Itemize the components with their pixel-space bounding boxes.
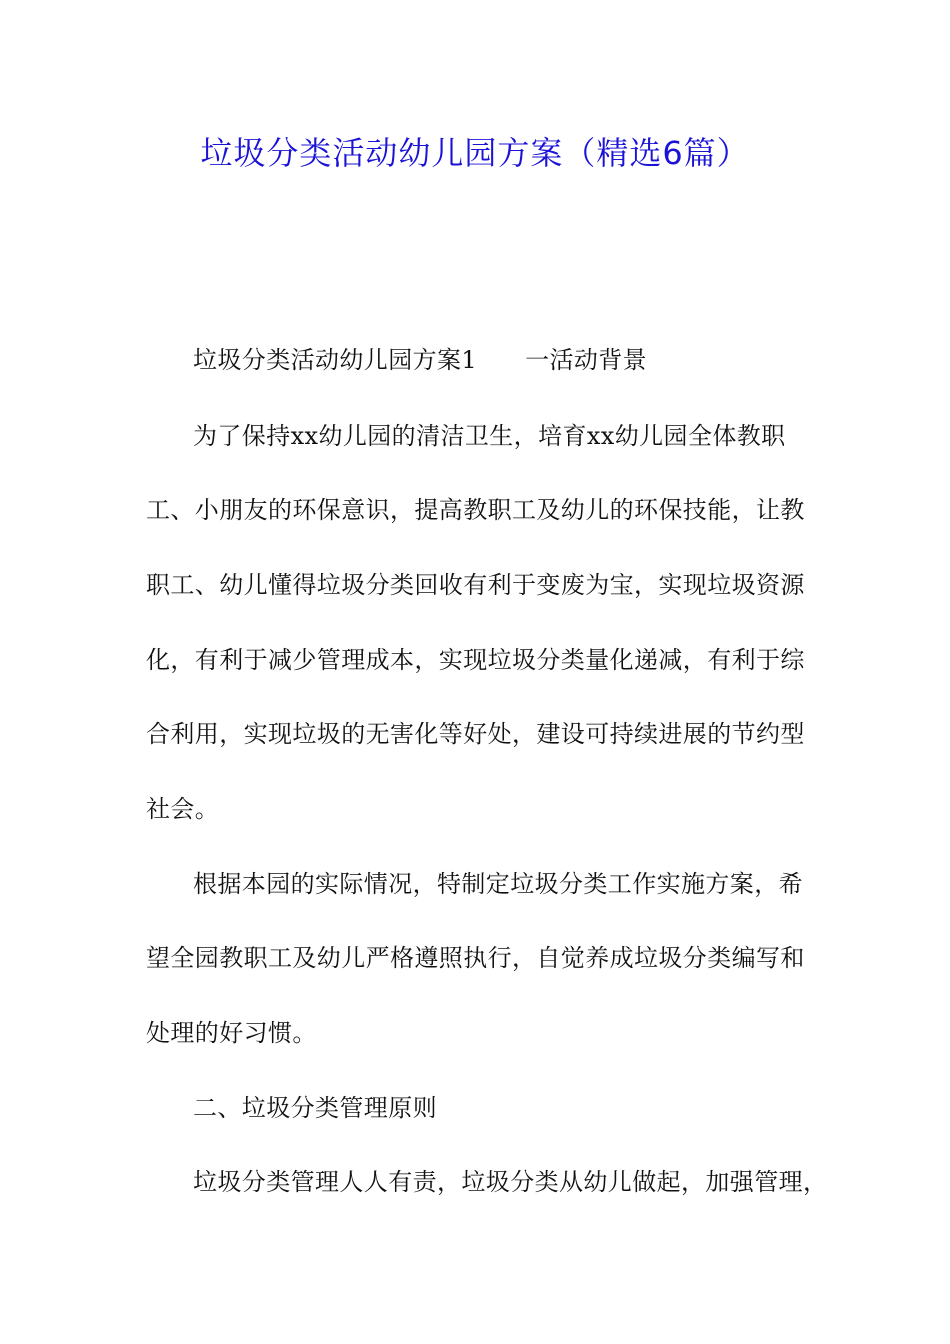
paragraph-line: 处理的好习惯。	[146, 1019, 317, 1047]
paragraph-line: 根据本园的实际情况，特制定垃圾分类工作实施方案，希	[193, 870, 803, 898]
document-title: 垃圾分类活动幼儿园方案（精选6篇）	[200, 134, 750, 172]
section-heading-principles: 二、垃圾分类管理原则	[193, 1094, 437, 1122]
paragraph-line: 工、小朋友的环保意识，提高教职工及幼儿的环保技能，让教	[146, 496, 805, 524]
paragraph-line: 社会。	[146, 795, 220, 823]
section-heading	[193, 344, 823, 376]
section-heading-plan: 垃圾分类活动幼儿园方案1	[193, 346, 478, 374]
paragraph-line: 职工、幼儿懂得垃圾分类回收有利于变废为宝，实现垃圾资源	[146, 571, 805, 599]
paragraph-line: 合利用，实现垃圾的无害化等好处，建设可持续进展的节约型	[146, 720, 805, 748]
section-heading-background: 一活动背景	[525, 346, 648, 374]
paragraph-line: 化，有利于减少管理成本，实现垃圾分类量化递减，有利于综	[146, 646, 805, 674]
paragraph-line: 望全园教职工及幼儿严格遵照执行，自觉养成垃圾分类编写和	[146, 944, 805, 972]
paragraph-line: 垃圾分类管理人人有责，垃圾分类从幼儿做起，加强管理，	[193, 1168, 828, 1196]
paragraph-line: 为了保持xx幼儿园的清洁卫生，培育xx幼儿园全体教职	[193, 422, 786, 450]
